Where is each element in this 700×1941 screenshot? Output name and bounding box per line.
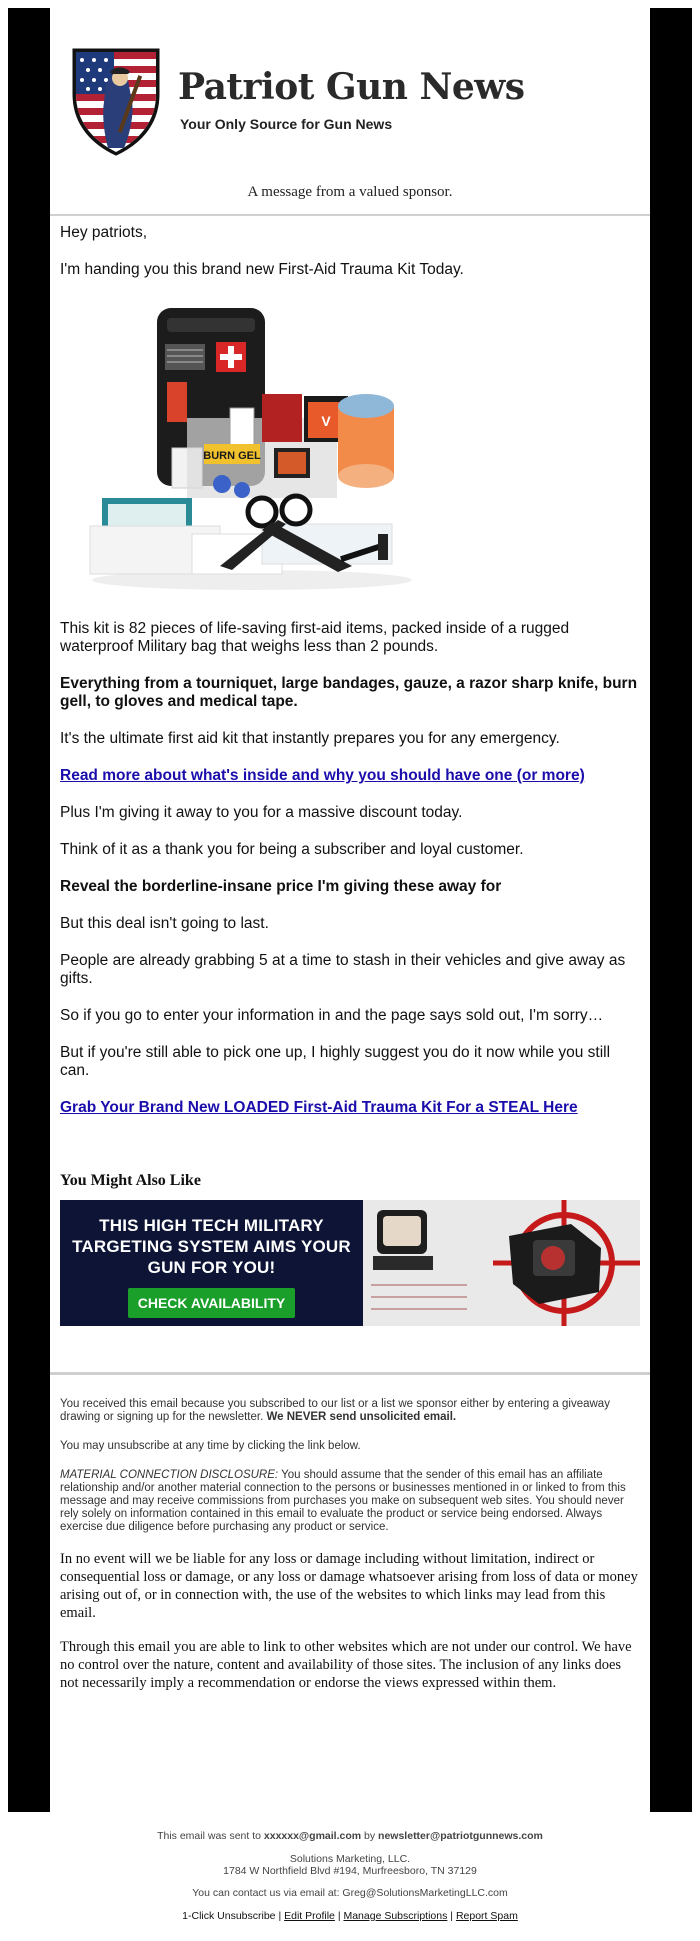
external-links-text: Through this email you are able to link to other websites which are not under our control. We have no control over the nature, content and availability of those sites. The inclusion of any links does not necessarily imply a recommendation or endorse the views expressed within them. xyxy=(60,1639,632,1691)
ad-text-panel xyxy=(60,1200,363,1326)
footer-links: 1-Click Unsubscribe | Edit Profile | Manage Subscriptions | Report Spam xyxy=(182,1910,518,1922)
still-able-text: But if you're still able to pick one up, I highly suggest you do it now while you still can. xyxy=(60,1044,611,1079)
trauma-kit-image[interactable] xyxy=(82,298,422,598)
header-divider xyxy=(50,214,650,216)
red-dot-sight-image xyxy=(363,1200,640,1326)
deal-text: But this deal isn't going to last. xyxy=(60,915,269,932)
read-more-link[interactable]: Read more about what's inside and why you should have one (or more) xyxy=(60,767,585,784)
targeting-system-ad[interactable] xyxy=(60,1200,640,1326)
patriot-shield-logo xyxy=(70,44,162,156)
manage-subscriptions-link[interactable]: Manage Subscriptions xyxy=(343,1910,448,1922)
kit-contents: Everything from a tourniquet, large bandages, gauze, a razor sharp knife, burn gell, to gloves and medical tape. xyxy=(60,675,638,710)
company-name: Solutions Marketing, LLC. xyxy=(289,1853,411,1865)
burn-gel-label: BURN GEL xyxy=(203,450,261,462)
sponsor-line: A message from a valued sponsor. xyxy=(247,184,453,200)
discount-text: Plus I'm giving it away to you for a massive discount today. xyxy=(60,804,463,821)
sent-to-line: This email was sent to xxxxxx@gmail.com by newsletter@patriotgunnews.com xyxy=(157,1830,543,1842)
reveal-price-text: Reveal the borderline-insane price I'm giving these away for xyxy=(60,878,502,895)
brand-tagline: Your Only Source for Gun News xyxy=(180,116,393,132)
grabbing-text: People are already grabbing 5 at a time to stash in their vehicles and give away as gifts. xyxy=(60,952,626,987)
greeting: Hey patriots, xyxy=(60,224,148,241)
sold-out-text: So if you go to enter your information in and the page says sold out, I'm sorry… xyxy=(60,1007,604,1024)
check-availability-button[interactable]: CHECK AVAILABILITY xyxy=(128,1288,296,1318)
sender-email: newsletter@patriotgunnews.com xyxy=(378,1830,543,1842)
recipient-email: xxxxxx@gmail.com xyxy=(263,1830,362,1842)
ultimate-text: It's the ultimate first aid kit that instantly prepares you for any emergency. xyxy=(60,730,560,747)
email-body xyxy=(60,224,640,1136)
company-address: 1784 W Northfield Blvd #194, Murfreesboro, TN 37129 xyxy=(223,1865,477,1877)
svg-text:V: V xyxy=(321,413,331,429)
you-might-also-like-heading: You Might Also Like xyxy=(60,1172,201,1189)
kit-description: This kit is 82 pieces of life-saving first-aid items, packed inside of a rugged waterproof Military bag that weighs less than 2 pounds. xyxy=(60,620,570,655)
unsubscribe-note: You may unsubscribe at any time by clicking the link below. xyxy=(60,1440,361,1452)
contact-line: You can contact us via email at: Greg@SolutionsMarketingLLC.com xyxy=(192,1887,508,1899)
edit-profile-link[interactable]: Edit Profile xyxy=(284,1910,335,1922)
intro-text: I'm handing you this brand new First-Aid Trauma Kit Today. xyxy=(60,261,464,278)
liability-text: In no event will we be liable for any loss or damage including without limitation, indirect or consequential loss or damage, or any loss or damage whatsoever arising from loss of data or money arising out of, or in connection with, the use of the websites to which links may lead from this email. xyxy=(60,1551,638,1621)
ad-headline: THIS HIGH TECH MILITARY TARGETING SYSTEM AIMS YOUR GUN FOR YOU! xyxy=(72,1216,351,1277)
grab-kit-link[interactable]: Grab Your Brand New LOADED First-Aid Trauma Kit For a STEAL Here xyxy=(60,1099,578,1116)
disclaimer-section xyxy=(60,1398,640,1708)
footer-divider xyxy=(50,1372,650,1375)
subscription-reason: You received this email because you subscribed to our list or a list we sponsor either by entering a giveaway drawing or signing up for the newsletter. We NEVER send unsolicited email. xyxy=(60,1398,610,1423)
material-disclosure: MATERIAL CONNECTION DISCLOSURE: You should assume that the sender of this email has an affiliate relationship and/or another material connection to the persons or businesses mentioned in or linked to from this message and may receive commissions from purchases you make on subsequent web sites. You should never rely solely on information contained in this email to evaluate the product or service being endorsed. Always exercise due diligence before purchasing any product or service. xyxy=(60,1469,626,1533)
report-spam-link[interactable]: Report Spam xyxy=(455,1910,518,1922)
email-card xyxy=(50,8,650,1812)
brand-title: Patriot Gun News xyxy=(178,66,525,108)
thanks-text: Think of it as a thank you for being a subscriber and loyal customer. xyxy=(60,841,524,858)
one-click-unsubscribe-link[interactable]: 1-Click Unsubscribe xyxy=(182,1910,276,1922)
